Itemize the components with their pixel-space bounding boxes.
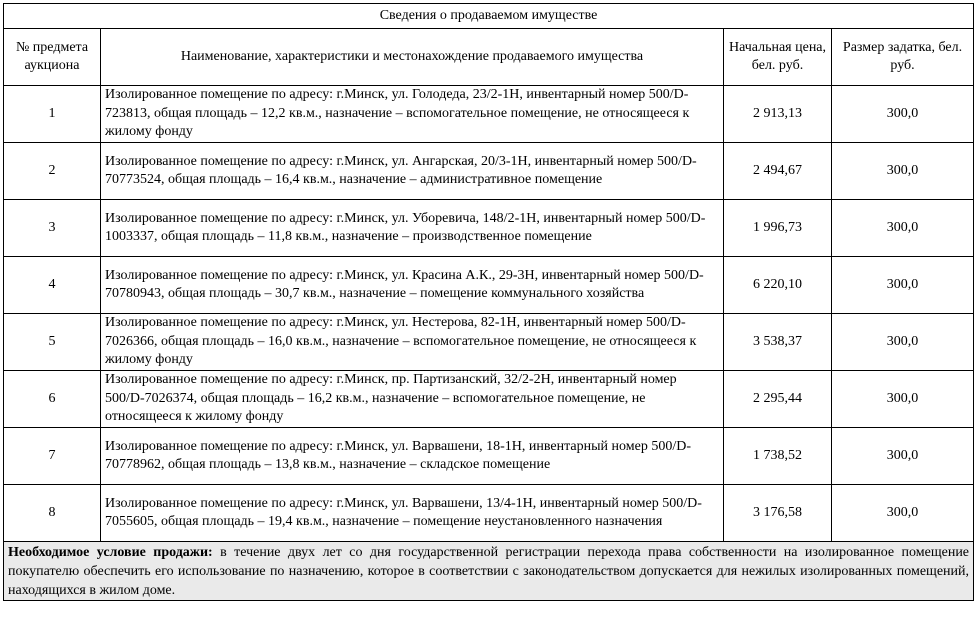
- lot-start-price: 3 538,37: [724, 314, 832, 371]
- lot-number: 6: [4, 371, 101, 428]
- lot-deposit: 300,0: [832, 200, 974, 257]
- sale-condition-label: Необходимое условие продажи:: [8, 544, 213, 560]
- lot-start-price: 2 913,13: [724, 86, 832, 143]
- lot-description: Изолированное помещение по адресу: г.Минск, ул. Красина А.К., 29-3Н, инвентарный номер 500/D-70780943, общая площадь – 30,7 кв.м., назначение – помещение коммунального хозяйства: [101, 257, 724, 314]
- lot-start-price: 1 996,73: [724, 200, 832, 257]
- lot-number: 8: [4, 485, 101, 542]
- header-description: Наименование, характеристики и местонахождение продаваемого имущества: [101, 29, 724, 86]
- lot-deposit: 300,0: [832, 86, 974, 143]
- table-row: [4, 428, 974, 485]
- lot-description: Изолированное помещение по адресу: г.Минск, ул. Варвашени, 18-1Н, инвентарный номер 500/D-70778962, общая площадь – 13,8 кв.м., назначение – складское помещение: [101, 428, 724, 485]
- lot-deposit: 300,0: [832, 485, 974, 542]
- header-lot-number: № предмета аукциона: [4, 29, 101, 86]
- lot-deposit: 300,0: [832, 371, 974, 428]
- lot-description: Изолированное помещение по адресу: г.Минск, пр. Партизанский, 32/2-2Н, инвентарный номер 500/D-7026374, общая площадь – 16,2 кв.м., назначение – вспомогательное помещение, не относящееся к жилому фонду: [101, 371, 724, 428]
- property-table: [3, 3, 974, 601]
- lot-description: Изолированное помещение по адресу: г.Минск, ул. Нестерова, 82-1Н, инвентарный номер 500/D-7026366, общая площадь – 16,0 кв.м., назначение – вспомогательное помещение, не относящееся к жилому фонду: [101, 314, 724, 371]
- lot-start-price: 1 738,52: [724, 428, 832, 485]
- sale-condition-text: в течение двух лет со дня государственной регистрации перехода права собственности на изолированное помещение покупателю обеспечить его использование по назначению, которое в соответствии с законодательством допускается для нежилых изолированных помещений, находящихся в жилом доме.: [8, 544, 970, 598]
- lot-description: Изолированное помещение по адресу: г.Минск, ул. Ангарская, 20/3-1Н, инвентарный номер 500/D-70773524, общая площадь – 16,4 кв.м., назначение – административное помещение: [101, 143, 724, 200]
- table-row: [4, 200, 974, 257]
- lot-number: 2: [4, 143, 101, 200]
- table-row: [4, 257, 974, 314]
- lot-description: Изолированное помещение по адресу: г.Минск, ул. Уборевича, 148/2-1Н, инвентарный номер 500/D-1003337, общая площадь – 11,8 кв.м., назначение – производственное помещение: [101, 200, 724, 257]
- table-row: [4, 314, 974, 371]
- header-row: [4, 29, 974, 86]
- table-row: [4, 143, 974, 200]
- lot-deposit: 300,0: [832, 314, 974, 371]
- lot-start-price: 3 176,58: [724, 485, 832, 542]
- property-table-body: [4, 4, 974, 601]
- lot-start-price: 2 494,67: [724, 143, 832, 200]
- title-row: [4, 4, 974, 29]
- lot-number: 3: [4, 200, 101, 257]
- table-title: Сведения о продаваемом имуществе: [4, 4, 974, 29]
- table-row: [4, 371, 974, 428]
- lot-deposit: 300,0: [832, 257, 974, 314]
- lot-number: 4: [4, 257, 101, 314]
- lot-number: 7: [4, 428, 101, 485]
- header-deposit: Размер задатка, бел. руб.: [832, 29, 974, 86]
- lot-deposit: 300,0: [832, 143, 974, 200]
- lot-start-price: 2 295,44: [724, 371, 832, 428]
- lot-description: Изолированное помещение по адресу: г.Минск, ул. Голодеда, 23/2-1Н, инвентарный номер 500/D-723813, общая площадь – 12,2 кв.м., назначение – вспомогательное помещение, не относящееся к жилому фонду: [101, 86, 724, 143]
- lot-start-price: 6 220,10: [724, 257, 832, 314]
- lot-number: 1: [4, 86, 101, 143]
- header-start-price: Начальная цена, бел. руб.: [724, 29, 832, 86]
- lot-number: 5: [4, 314, 101, 371]
- table-row: [4, 485, 974, 542]
- sale-condition: [4, 542, 974, 601]
- lot-deposit: 300,0: [832, 428, 974, 485]
- condition-row: [4, 542, 974, 601]
- lot-description: Изолированное помещение по адресу: г.Минск, ул. Варвашени, 13/4-1Н, инвентарный номер 500/D- 7055605, общая площадь – 19,4 кв.м., назначение – помещение неустановленного назначения: [101, 485, 724, 542]
- table-row: [4, 86, 974, 143]
